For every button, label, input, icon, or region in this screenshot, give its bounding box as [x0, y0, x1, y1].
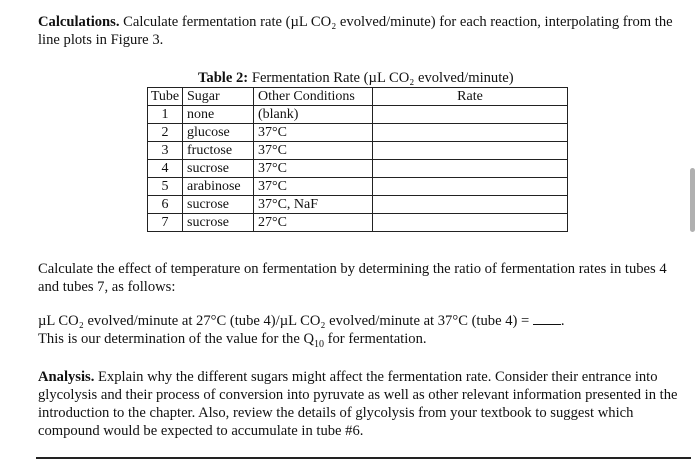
- cell-sugar: arabinose: [183, 178, 254, 196]
- cell-rate: [373, 196, 568, 214]
- cell-other-conditions: 37°C: [254, 124, 373, 142]
- intro-paragraph: [38, 13, 690, 49]
- header-other-conditions: Other Conditions: [254, 88, 373, 106]
- cell-other-conditions: 37°C: [254, 142, 373, 160]
- analysis-heading: Analysis: [38, 369, 91, 385]
- table-row: [148, 196, 568, 214]
- cell-sugar: fructose: [183, 142, 254, 160]
- table-row: [148, 214, 568, 232]
- fermentation-rate-table: [147, 87, 568, 232]
- q10-formula-paragraph: [38, 312, 690, 348]
- table-row: [148, 142, 568, 160]
- formula-line-1-end: .: [560, 313, 565, 329]
- calculations-heading: Calculations: [38, 14, 116, 30]
- table-row: [148, 106, 568, 124]
- answer-blank[interactable]: [533, 312, 561, 325]
- table-caption: Table 2: Fermentation Rate (µL CO₂ evolved/minute): [198, 70, 514, 86]
- heading-period: .: [115, 14, 120, 30]
- cell-rate: [373, 106, 568, 124]
- table-row: [148, 178, 568, 196]
- temperature-effect-text: Calculate the effect of temperature on fermentation by determining the ratio of fermentation rates in tubes 4 and tubes 7, as follows:: [38, 261, 667, 295]
- cell-sugar: sucrose: [183, 160, 254, 178]
- cell-tube: 1: [148, 106, 183, 124]
- cell-tube: 2: [148, 124, 183, 142]
- cell-rate: [373, 160, 568, 178]
- analysis-text: Explain why the different sugars might affect the fermentation rate. Consider their entrance into glycolysis and their process of conversion into pyruvate as well as other relevant information presented in the introduction to the chapter. Also, review the details of glycolysis from your textbook to suggest which compound would be expected to accumulate in tube #6.: [38, 369, 678, 439]
- temperature-effect-paragraph: [38, 260, 690, 296]
- table-header-row: [148, 88, 568, 106]
- cell-tube: 5: [148, 178, 183, 196]
- table-row: [148, 124, 568, 142]
- header-rate: Rate: [373, 88, 568, 106]
- cell-other-conditions: 37°C: [254, 160, 373, 178]
- formula-line-1: µL CO₂ evolved/minute at 27°C (tube 4)/µL CO₂ evolved/minute at 37°C (tube 4) =: [38, 313, 530, 329]
- cell-sugar: glucose: [183, 124, 254, 142]
- cell-other-conditions: 27°C: [254, 214, 373, 232]
- intro-text: Calculate fermentation rate (µL CO₂ evolved/minute) for each reaction, interpolating from the line plots in Figure 3.: [38, 14, 673, 48]
- vertical-scrollbar[interactable]: [690, 168, 695, 232]
- cell-tube: 3: [148, 142, 183, 160]
- cell-rate: [373, 178, 568, 196]
- cell-tube: 7: [148, 214, 183, 232]
- cell-sugar: none: [183, 106, 254, 124]
- analysis-paragraph: Analysis. Explain why the different sugars might affect the fermentation rate. Consider their entrance into glycolysis and their process of conversion into pyruvate as well as other relevant information presented in the introduction to the chapter. Also, review the details of glycolysis from your textbook to suggest which compound would be expected to accumulate in tube #6.: [38, 369, 678, 439]
- formula-line-2-pre: This is our determination of the value for the Q: [38, 331, 314, 347]
- cell-other-conditions: (blank): [254, 106, 373, 124]
- cell-tube: 4: [148, 160, 183, 178]
- cell-rate: [373, 142, 568, 160]
- q10-subscript: 10: [314, 338, 324, 350]
- cell-other-conditions: 37°C: [254, 178, 373, 196]
- table-row: [148, 160, 568, 178]
- cell-sugar: sucrose: [183, 214, 254, 232]
- cell-other-conditions: 37°C, NaF: [254, 196, 373, 214]
- formula-line-2-post: for fermentation.: [324, 331, 427, 347]
- table-caption-text: Fermentation Rate (µL CO₂ evolved/minute): [251, 70, 514, 86]
- bottom-divider: [36, 457, 691, 459]
- table-caption-label: Table 2: [198, 70, 244, 86]
- cell-rate: [373, 214, 568, 232]
- header-sugar: Sugar: [183, 88, 254, 106]
- cell-rate: [373, 124, 568, 142]
- header-tube: Tube: [148, 88, 183, 106]
- cell-sugar: sucrose: [183, 196, 254, 214]
- cell-tube: 6: [148, 196, 183, 214]
